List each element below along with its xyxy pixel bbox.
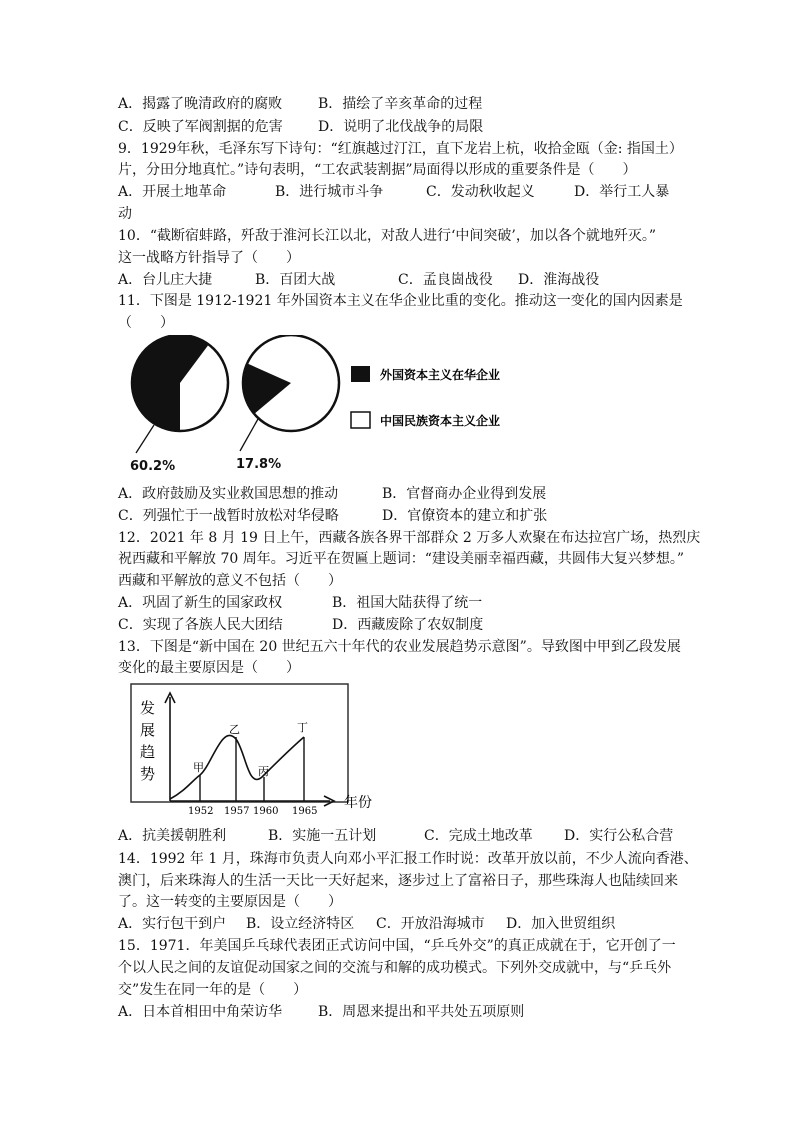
diagram-frame [131,684,348,802]
q11-pie-svg [118,335,528,480]
q14-stem-line1: 14．1992 年 1 月，珠海市负责人向邓小平汇报工作时说：改革开放以前，不少人流向香港、 [118,851,698,867]
q11-stem-line2: （ ） [118,315,174,331]
q8-option-b: B．描绘了辛亥革命的过程 [318,96,483,112]
q14-option-d: D．加入世贸组织 [506,916,616,932]
legend-swatch-chinese [351,412,370,428]
q9-stem-line2: 片，分田分地真忙。”诗句表明，“工农武装割据”局面得以形成的重要条件是（ ） [118,162,637,178]
q11-pie-figure [118,335,528,480]
pie-chart-1912 [132,335,228,431]
q9-option-c: C．发动秋收起义 [426,184,535,200]
q9-stem-line1: 9．1929年秋，毛泽东写下诗句：“红旗越过汀江，直下龙岩上杭，收拾金瓯（金: 指国土） [118,141,683,157]
trend-diagram-svg [130,683,390,823]
q8-option-a: A．揭露了晚清政府的腐败 [118,96,283,112]
q15-stem-line2: 个以人民之间的友谊促动国家之间的交流与和解的成功模式。下列外交成就中，与“乒乓外 [118,960,672,976]
q14-option-c: C．开放沿海城市 [376,916,485,932]
q10-stem-line2: 这一战略方针指导了（ ） [118,250,300,266]
q12-option-c: C．实现了各族人民大团结 [118,617,283,633]
q13-stem-line2: 变化的最主要原因是（ ） [118,660,300,676]
q10-option-d: D．淮海战役 [518,272,600,288]
q14-option-b: B．设立经济特区 [246,916,355,932]
q9-option-a: A．开展土地革命 [118,184,227,200]
year-label-1957: 1957 [224,806,250,817]
q10-option-a: A．台儿庄大捷 [118,272,213,288]
q14-stem-line3: 了。这一转变的主要原因是（ ） [118,894,342,910]
q12-stem-line3: 西藏和平解放的意义不包括（ ） [118,573,342,589]
y-label-char-4: 势 [140,765,156,783]
q13-option-c: C．完成土地改革 [424,828,533,844]
q14-option-a: A．实行包干到户 [118,916,227,932]
legend-swatch-foreign [351,366,370,382]
q9-option-d-continued: 动 [118,206,132,222]
q9-option-b: B．进行城市斗争 [275,184,384,200]
y-label-char-3: 趋 [140,743,156,761]
q13-option-b: B．实施一五计划 [268,828,377,844]
legend-label-foreign: 外国资本主义在华企业 [380,368,501,382]
q10-option-b: B．百团大战 [255,272,336,288]
year-label-1960: 1960 [253,806,279,817]
pie2-leader-line [240,419,258,451]
q12-option-d: D．西藏废除了农奴制度 [332,617,484,633]
q9-option-d: D．举行工人暴 [574,184,670,200]
point-label-ding: 丁 [297,721,308,734]
pie-chart-1921 [243,335,339,431]
q15-option-b: B．周恩来提出和平共处五项原则 [318,1004,525,1020]
q14-stem-line2: 澳门，后来珠海人的生活一天比一天好起来，逐步过上了富裕日子，那些珠海人也陆续回来 [118,873,678,889]
q13-option-a: A．抗美援朝胜利 [118,828,227,844]
q11-option-c: C．列强忙于一战暂时放松对华侵略 [118,508,339,524]
q10-option-c: C．孟良崮战役 [398,272,493,288]
point-label-bing: 丙 [258,765,269,778]
year-label-1965: 1965 [292,806,318,817]
q13-option-d: D．实行公私合营 [564,828,674,844]
pie1-percent-label: 60.2% [130,459,176,474]
legend-label-chinese: 中国民族资本主义企业 [380,414,501,428]
q13-trend-diagram [130,683,390,823]
q8-option-d: D．说明了北伐战争的局限 [318,119,484,135]
q13-stem-line1: 13．下图是“新中国在 20 世纪五六十年代的农业发展趋势示意图”。导致图中甲到乙段发展 [118,639,681,655]
year-label-1952: 1952 [188,806,214,817]
q10-stem-line1: 10．“截断宿蚌路，歼敌于淮河长江以北，对敌人进行‘中间突破’，加以各个就地歼灭。” [118,228,657,244]
q11-option-a: A．政府鼓励及实业救国思想的推动 [118,486,339,502]
q11-stem-line1: 11．下图是 1912-1921 年外国资本主义在华企业比重的变化。推动这一变化的国内因素是 [118,293,683,309]
q15-stem-line1: 15．1971．年美国乒乓球代表团正式访问中国，“乒乓外交”的真正成就在于，它开创了一 [118,938,676,954]
q12-option-b: B．祖国大陆获得了统一 [332,595,483,611]
y-label-char-1: 发 [140,699,156,717]
q8-option-c: C．反映了军阀割据的危害 [118,119,283,135]
point-label-yi: 乙 [229,723,240,736]
x-axis-label: 年份 [344,795,372,811]
q11-option-b: B．官督商办企业得到发展 [382,486,547,502]
y-label-char-2: 展 [140,721,156,739]
pie2-percent-label: 17.8% [236,457,282,472]
point-label-jia: 甲 [193,761,204,774]
q12-option-a: A．巩固了新生的国家政权 [118,595,283,611]
q12-stem-line2: 祝西藏和平解放 70 周年。习近平在贺匾上题词：“建设美丽幸福西藏，共圆伟大复兴梦想。” [118,551,685,567]
q15-option-a: A．日本首相田中角荣访华 [118,1004,283,1020]
q15-stem-line3: 交”发生在同一年的是（ ） [118,982,308,998]
q12-stem-line1: 12．2021 年 8 月 19 日上午，西藏各族各界干部群众 2 万多人欢聚在布达拉宫广场，热烈庆 [118,530,701,546]
q11-option-d: D．官僚资本的建立和扩张 [382,508,548,524]
pie1-leader-line [136,425,154,453]
